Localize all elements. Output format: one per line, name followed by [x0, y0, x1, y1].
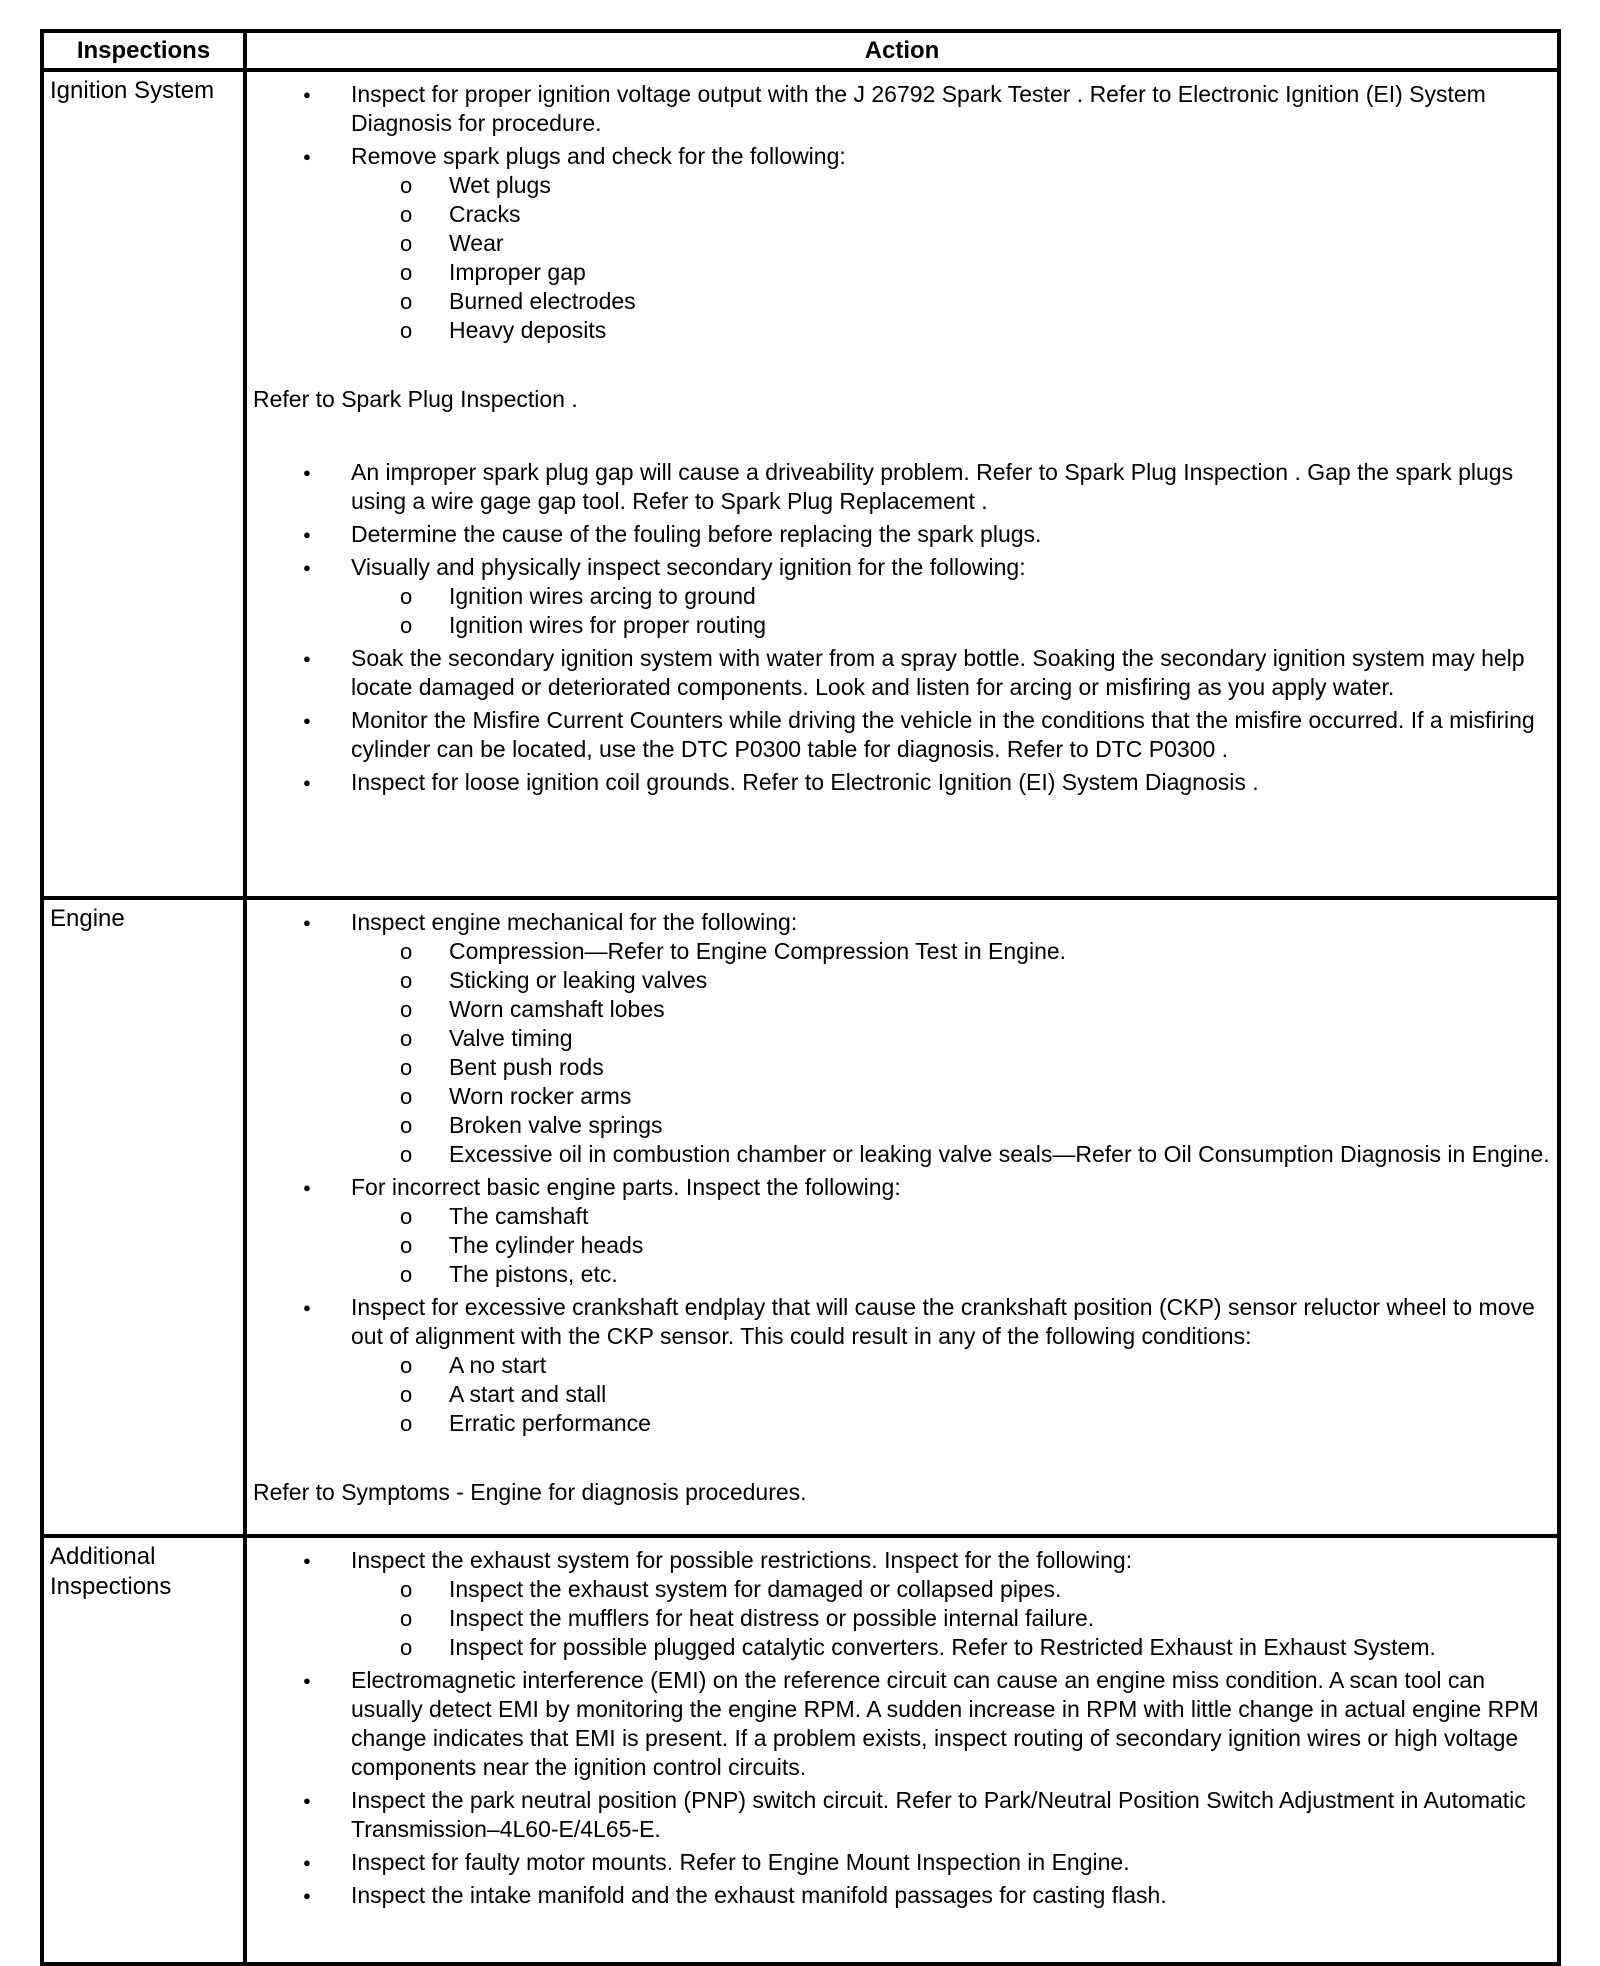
engine-note: Refer to Symptoms - Engine for diagnosis procedures.: [253, 1479, 807, 1505]
sub-list: [351, 1575, 1553, 1662]
sub-list-item: o Ignition wires for proper routing: [351, 611, 1553, 640]
list-item-text: For incorrect basic engine parts. Inspect the following:: [351, 1174, 901, 1200]
sub-list: [351, 1351, 1553, 1438]
list-item: ● Inspect for loose ignition coil grounds. Refer to Electronic Ignition (EI) System Diagnosis .: [253, 768, 1557, 797]
ignition-note: Refer to Spark Plug Inspection .: [253, 386, 578, 412]
sub-list-item: o Erratic performance: [351, 1409, 1553, 1438]
row-action-additional: [245, 1536, 1559, 1964]
sub-list: [351, 582, 1553, 640]
sub-list-item: o The camshaft: [351, 1202, 1553, 1231]
list-item: ● Electromagnetic interference (EMI) on the reference circuit can cause an engine miss condition. A scan tool can usually detect EMI by monitoring the engine RPM. A sudden increase in RPM with little change in actual engine RPM change indicates that EMI is present. If a problem exists, inspect routing of secondary ignition wires or high voltage components near the ignition control circuits.: [253, 1666, 1557, 1782]
row-label-ignition: Ignition System: [42, 70, 245, 898]
engine-bullets: [253, 908, 1557, 1438]
sub-list-item: o A no start: [351, 1351, 1553, 1380]
list-item: [253, 1293, 1557, 1438]
row-action-engine: [245, 898, 1559, 1536]
sub-list-item: o The pistons, etc.: [351, 1260, 1553, 1289]
sub-list: [351, 171, 1553, 345]
sub-list-item: o Wear: [351, 229, 1553, 258]
list-item: ● Inspect for proper ignition voltage output with the J 26792 Spark Tester . Refer to Electronic Ignition (EI) System Diagnosis for procedure.: [253, 80, 1557, 138]
list-item: ● Monitor the Misfire Current Counters while driving the vehicle in the conditions that the misfire occurred. If a misfiring cylinder can be located, use the DTC P0300 table for diagnosis. Refer to DTC P0300 .: [253, 706, 1557, 764]
sub-list-item: o A start and stall: [351, 1380, 1553, 1409]
ignition-bullets-a: [253, 80, 1557, 345]
list-item: ● An improper spark plug gap will cause a driveability problem. Refer to Spark Plug Inspection . Gap the spark plugs using a wire gage gap tool. Refer to Spark Plug Replacement .: [253, 458, 1557, 516]
list-item-text: Remove spark plugs and check for the following:: [351, 143, 846, 169]
sub-list-item: o Inspect the mufflers for heat distress or possible internal failure.: [351, 1604, 1553, 1633]
list-item-text: Inspect the exhaust system for possible restrictions. Inspect for the following:: [351, 1547, 1133, 1573]
table-row: [42, 70, 1559, 898]
sub-list-item: o Worn camshaft lobes: [351, 995, 1553, 1024]
row-action-ignition: [245, 70, 1559, 898]
sub-list-item: o Inspect for possible plugged catalytic converters. Refer to Restricted Exhaust in Exhaust System.: [351, 1633, 1553, 1662]
row-label-engine: Engine: [42, 898, 245, 1536]
sub-list-item: o Inspect the exhaust system for damaged or collapsed pipes.: [351, 1575, 1553, 1604]
inspection-table: [40, 29, 1561, 1966]
table-row: [42, 898, 1559, 1536]
sub-list-item: o Improper gap: [351, 258, 1553, 287]
list-item-text: Visually and physically inspect secondary ignition for the following:: [351, 554, 1026, 580]
sub-list-item: o Excessive oil in combustion chamber or leaking valve seals—Refer to Oil Consumption Diagnosis in Engine.: [351, 1140, 1553, 1169]
sub-list-item: o Ignition wires arcing to ground: [351, 582, 1553, 611]
list-item: ● Inspect the intake manifold and the exhaust manifold passages for casting flash.: [253, 1881, 1557, 1910]
list-item-text: Inspect engine mechanical for the following:: [351, 909, 798, 935]
sub-list-item: o Wet plugs: [351, 171, 1553, 200]
header-action: Action: [245, 31, 1559, 70]
sub-list-item: o Worn rocker arms: [351, 1082, 1553, 1111]
sub-list-item: o Sticking or leaking valves: [351, 966, 1553, 995]
sub-list: [351, 1202, 1553, 1289]
sub-list-item: o Heavy deposits: [351, 316, 1553, 345]
ignition-bullets-b: [253, 458, 1557, 797]
list-item: ● Soak the secondary ignition system with water from a spray bottle. Soaking the secondary ignition system may help locate damaged or deteriorated components. Look and listen for arcing or misfiring as you apply water.: [253, 644, 1557, 702]
list-item: [253, 908, 1557, 1169]
row-label-additional: Additional Inspections: [42, 1536, 245, 1964]
header-inspections: Inspections: [42, 31, 245, 70]
sub-list-item: o Broken valve springs: [351, 1111, 1553, 1140]
list-item: ● Determine the cause of the fouling before replacing the spark plugs.: [253, 520, 1557, 549]
list-item: ● Inspect for faulty motor mounts. Refer to Engine Mount Inspection in Engine.: [253, 1848, 1557, 1877]
list-item: [253, 1546, 1557, 1662]
table-row: [42, 1536, 1559, 1964]
list-item: [253, 142, 1557, 345]
list-item-text: Inspect for excessive crankshaft endplay that will cause the crankshaft position (CKP) sensor reluctor wheel to move out of alignment with the CKP sensor. This could result in any of the following conditions:: [351, 1294, 1535, 1349]
list-item: [253, 553, 1557, 640]
sub-list-item: o Cracks: [351, 200, 1553, 229]
table-header-row: [42, 31, 1559, 70]
sub-list-item: o Bent push rods: [351, 1053, 1553, 1082]
list-item: [253, 1173, 1557, 1289]
sub-list-item: o Burned electrodes: [351, 287, 1553, 316]
additional-bullets: [253, 1546, 1557, 1910]
list-item: ● Inspect the park neutral position (PNP) switch circuit. Refer to Park/Neutral Position Switch Adjustment in Automatic Transmission–4L60-E/4L65-E.: [253, 1786, 1557, 1844]
sub-list-item: o Valve timing: [351, 1024, 1553, 1053]
sub-list: [351, 937, 1553, 1169]
sub-list-item: o The cylinder heads: [351, 1231, 1553, 1260]
sub-list-item: o Compression—Refer to Engine Compression Test in Engine.: [351, 937, 1553, 966]
